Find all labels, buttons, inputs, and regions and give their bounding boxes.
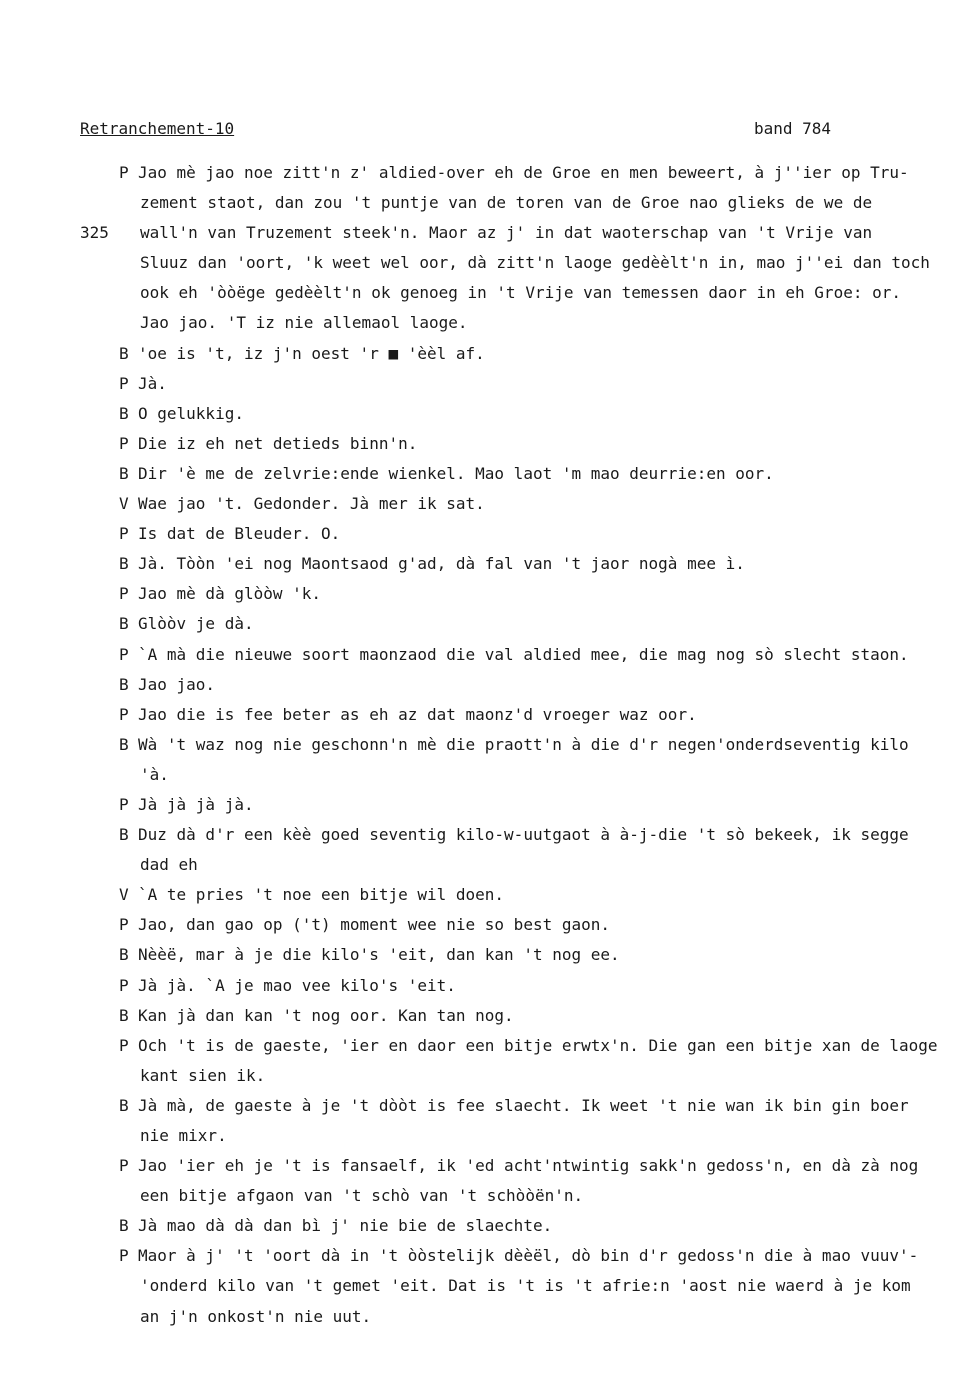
utterance-text: Jà mao dà dà dan bì j' nie bie de slaechte. bbox=[138, 1216, 553, 1236]
utterance-text: wall'n van Truzement steek'n. Maor az j' in dat waoterschap van 't Vrije van bbox=[140, 223, 873, 243]
speaker-label: B bbox=[119, 463, 129, 483]
utterance-text: Duz dà d'r een kèè goed seventig kilo-w-uutgaot à à-j-die 't sò bekeek, ik segge bbox=[138, 825, 909, 845]
utterance-text: zement staot, dan zou 't puntje van de toren van de Groe nao glieks de we de bbox=[140, 193, 873, 213]
transcript-line bbox=[0, 790, 966, 820]
utterance-text: 'onderd kilo van 't gemet 'eit. Dat is 't is 't afrie:n 'aost nie waerd à je kom bbox=[140, 1276, 911, 1296]
transcript-line bbox=[0, 609, 966, 639]
utterance-text: Glòòv je dà. bbox=[138, 614, 254, 634]
transcript-line bbox=[0, 670, 966, 700]
speaker-label: B bbox=[119, 343, 129, 363]
speaker-label: V bbox=[119, 885, 129, 905]
transcript-line bbox=[0, 700, 966, 730]
utterance-text: dad eh bbox=[140, 855, 198, 875]
utterance-text: Och 't is de gaeste, 'ier en daor een bitje erwtx'n. Die gan een bitje xan de laoge bbox=[138, 1035, 938, 1055]
utterance-text: Maor à j' 't 'oort dà in 't òòstelijk dèèël, dò bin d'r gedoss'n die à mao vuuv'- bbox=[138, 1246, 919, 1266]
transcript-line bbox=[0, 1031, 966, 1061]
transcript-line bbox=[0, 278, 966, 308]
transcript-line bbox=[0, 459, 966, 489]
speaker-label: P bbox=[119, 163, 129, 182]
utterance-text: 'à. bbox=[140, 764, 169, 784]
transcript-line bbox=[0, 489, 966, 519]
utterance-text: Jao jao. bbox=[138, 674, 216, 694]
utterance-text: Is dat de Bleuder. O. bbox=[138, 524, 341, 544]
utterance-text: een bitje afgaon van 't schò van 't schòòën'n. bbox=[140, 1186, 584, 1206]
speaker-label: B bbox=[119, 825, 129, 845]
transcript-line bbox=[0, 880, 966, 910]
speaker-label: B bbox=[119, 945, 129, 965]
transcript-line bbox=[0, 730, 966, 760]
transcript-line bbox=[0, 549, 966, 579]
transcript-line bbox=[0, 971, 966, 1001]
speaker-label: P bbox=[119, 373, 129, 393]
speaker-label: P bbox=[119, 644, 129, 664]
transcript-line bbox=[0, 579, 966, 609]
speaker-label: B bbox=[119, 1095, 129, 1115]
transcript-line bbox=[0, 1271, 966, 1301]
speaker-label: P bbox=[119, 584, 129, 604]
transcript-line bbox=[0, 1151, 966, 1181]
transcript-line bbox=[0, 369, 966, 399]
transcript-line bbox=[0, 1211, 966, 1241]
speaker-label: P bbox=[119, 433, 129, 453]
utterance-text: Jà mà, de gaeste à je 't dòòt is fee slaecht. Ik weet 't nie wan ik bin gin boer bbox=[138, 1095, 909, 1115]
speaker-label: B bbox=[119, 403, 129, 423]
speaker-label: P bbox=[119, 1035, 129, 1055]
utterance-text: Jao die is fee beter as eh az dat maonz'd vroeger waz oor. bbox=[138, 704, 697, 724]
utterance-text: Jao 'ier eh je 't is fansaelf, ik 'ed acht'ntwintig sakk'n gedoss'n, en dà zà nog bbox=[138, 1156, 919, 1176]
speaker-label: B bbox=[119, 1216, 129, 1236]
utterance-text: nie mixr. bbox=[140, 1126, 227, 1145]
utterance-text: Nèèë, mar à je die kilo's 'eit, dan kan 't nog ee. bbox=[138, 945, 620, 965]
utterance-text: Die iz eh net detieds binn'n. bbox=[138, 433, 418, 453]
utterance-text: Jao mè jao noe zitt'n z' aldied-over eh de Groe en men beweert, à j''ier op Tru- bbox=[138, 163, 909, 182]
speaker-label: P bbox=[119, 915, 129, 935]
utterance-text: Jà. bbox=[138, 373, 167, 393]
utterance-text: Jà jà. `A je mao vee kilo's 'eit. bbox=[138, 975, 456, 995]
transcript-line bbox=[0, 640, 966, 670]
transcript-body bbox=[0, 158, 966, 1332]
transcript-line bbox=[0, 429, 966, 459]
transcript-line bbox=[0, 1121, 966, 1151]
speaker-label: B bbox=[119, 554, 129, 574]
utterance-text: `A te pries 't noe een bitje wil doen. bbox=[138, 885, 505, 905]
utterance-text: Jà. Tòòn 'ei nog Maontsaod g'ad, dà fal van 't jaor nogà mee ì. bbox=[138, 554, 745, 574]
transcript-line bbox=[0, 1001, 966, 1031]
transcript-line bbox=[0, 188, 966, 218]
transcript-line bbox=[0, 940, 966, 970]
document-title: Retranchement-10 bbox=[80, 119, 235, 138]
transcript-line bbox=[0, 1061, 966, 1091]
utterance-text: Dir 'è me de zelvrie:ende wienkel. Mao laot 'm mao deurrie:en oor. bbox=[138, 463, 774, 483]
utterance-text: Jao jao. 'T iz nie allemaol laoge. bbox=[140, 313, 468, 333]
transcript-line bbox=[0, 850, 966, 880]
transcript-line bbox=[0, 248, 966, 278]
utterance-text: 'oe is 't, iz j'n oest 'r ■ 'èèl af. bbox=[138, 343, 485, 363]
speaker-label: B bbox=[119, 614, 129, 634]
utterance-text: an j'n onkost'n nie uut. bbox=[140, 1306, 372, 1326]
utterance-text: Sluuz dan 'oort, 'k weet wel oor, dà zitt'n laoge gedèèlt'n in, mao j''ei dan toch bbox=[140, 253, 930, 273]
transcript-line bbox=[0, 519, 966, 549]
speaker-label: P bbox=[119, 975, 129, 995]
speaker-label: B bbox=[119, 1005, 129, 1025]
transcript-line bbox=[0, 1302, 966, 1332]
transcript-line bbox=[0, 339, 966, 369]
speaker-label: V bbox=[119, 494, 129, 514]
utterance-text: Jao mè dà glòòw 'k. bbox=[138, 584, 322, 604]
speaker-label: P bbox=[119, 704, 129, 724]
transcript-line bbox=[0, 760, 966, 790]
utterance-text: Jà jà jà jà. bbox=[138, 794, 254, 814]
speaker-label: B bbox=[119, 734, 129, 754]
transcript-line bbox=[0, 308, 966, 338]
utterance-text: `A mà die nieuwe soort maonzaod die val aldied mee, die mag nog sò slecht staon. bbox=[138, 644, 909, 664]
transcript-line bbox=[0, 910, 966, 940]
line-number: 325 bbox=[80, 223, 109, 243]
utterance-text: O gelukkig. bbox=[138, 403, 244, 423]
transcript-line bbox=[0, 1181, 966, 1211]
utterance-text: ook eh 'òòëge gedèèlt'n ok genoeg in 't Vrije van temessen daor in eh Groe: or. bbox=[140, 283, 901, 303]
utterance-text: Wae jao 't. Gedonder. Jà mer ik sat. bbox=[138, 494, 485, 514]
transcript-line bbox=[0, 1241, 966, 1271]
speaker-label: P bbox=[119, 1246, 129, 1266]
speaker-label: B bbox=[119, 674, 129, 694]
transcript-line bbox=[0, 399, 966, 429]
speaker-label: P bbox=[119, 524, 129, 544]
band-number: band 784 bbox=[754, 119, 832, 138]
utterance-text: Kan jà dan kan 't nog oor. Kan tan nog. bbox=[138, 1005, 514, 1025]
transcript-line bbox=[0, 158, 966, 188]
speaker-label: P bbox=[119, 794, 129, 814]
transcript-line bbox=[0, 820, 966, 850]
utterance-text: Wà 't waz nog nie geschonn'n mè die praott'n à die d'r negen'onderdseventig kilo bbox=[138, 734, 909, 754]
transcript-line bbox=[0, 218, 966, 248]
utterance-text: kant sien ik. bbox=[140, 1065, 266, 1085]
speaker-label: P bbox=[119, 1156, 129, 1176]
transcript-line bbox=[0, 1091, 966, 1121]
utterance-text: Jao, dan gao op ('t) moment wee nie so best gaon. bbox=[138, 915, 611, 935]
